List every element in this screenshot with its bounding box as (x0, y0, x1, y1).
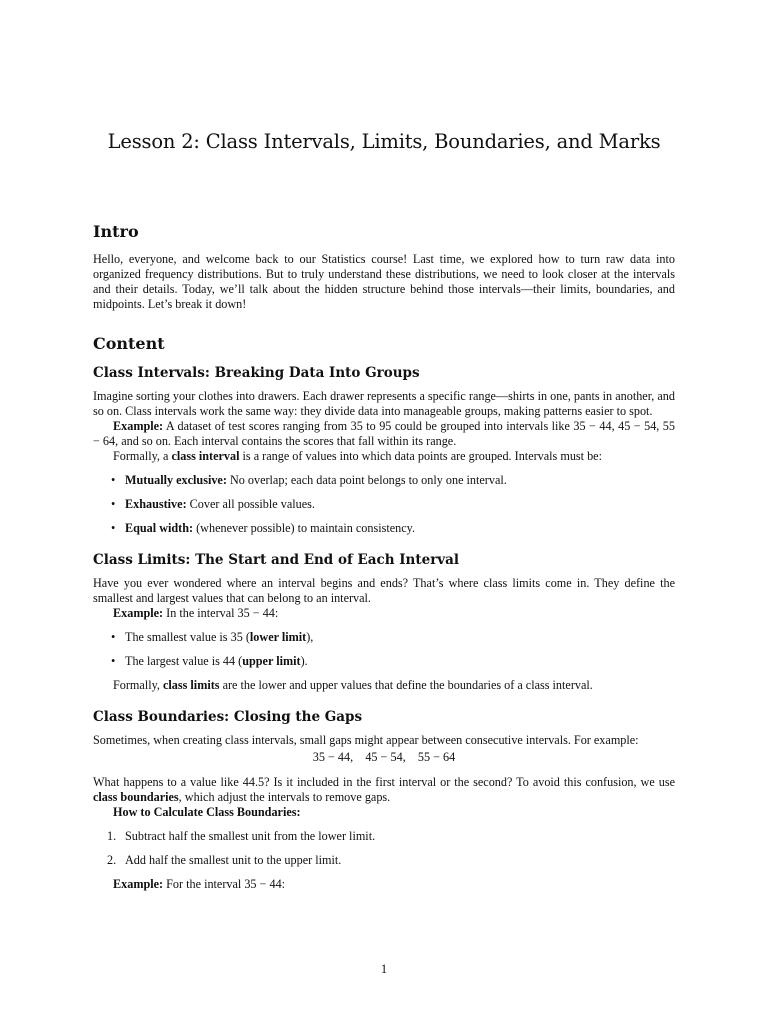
class-boundaries-paragraph: Sometimes, when creating class intervals, small gaps might appear between consecutive intervals. For example: (93, 733, 639, 747)
class-limits-definition (93, 678, 675, 693)
example-label: Example: (113, 877, 164, 891)
list-item (93, 473, 675, 488)
subsection-heading-class-limits: Class Limits: The Start and End of Each Interval (93, 552, 460, 568)
class-boundaries-example (93, 877, 675, 892)
definition-term: class boundaries (93, 790, 179, 804)
list-item-term: Exhaustive: (125, 497, 187, 511)
section-heading-intro: Intro (93, 222, 139, 241)
interval-properties-list (93, 473, 675, 536)
list-item (93, 630, 675, 645)
class-intervals-paragraph: Imagine sorting your clothes into drawers. Each drawer represents a specific range—shirts in one, pants in another, and so on. Class intervals work the same way: they divide data into manageable groups, making patterns easier to spot. (93, 389, 675, 418)
page-title: Lesson 2: Class Intervals, Limits, Boundaries, and Marks (107, 130, 661, 153)
list-item (93, 853, 675, 868)
class-limits-example (93, 606, 675, 621)
bullet-icon: • (111, 521, 116, 535)
paragraph-text: , which adjust the intervals to remove gaps. (178, 790, 391, 804)
class-limits-paragraph: Have you ever wondered where an interval begins and ends? That’s where class limits come in. They define the smallest and largest values that can belong to an interval. (93, 576, 675, 605)
paragraph-text: What happens to a value like 44.5? Is it included in the first interval or the second? To avoid this confusion, we use (93, 775, 675, 789)
bullet-icon: • (111, 654, 116, 668)
list-item (93, 654, 675, 669)
example-label: Example: (113, 606, 164, 620)
bullet-icon: • (111, 473, 116, 487)
class-limits-list (93, 630, 675, 669)
definition-prefix: Formally, a (113, 449, 172, 463)
example-text: In the interval 35 − 44: (163, 606, 279, 620)
document-body (93, 222, 675, 892)
bullet-icon: • (111, 497, 116, 511)
bullet-icon: • (111, 630, 116, 644)
display-equation: 35 − 44, 45 − 54, 55 − 64 (312, 750, 456, 764)
definition-suffix: is a range of values into which data points are grouped. Intervals must be: (239, 449, 602, 463)
definition-term: class limits (163, 678, 220, 692)
definition-prefix: Formally, (113, 678, 163, 692)
subsection-heading-class-boundaries: Class Boundaries: Closing the Gaps (93, 709, 363, 725)
how-to-heading: How to Calculate Class Boundaries: (113, 805, 301, 819)
list-item-text: The smallest value is 35 ( (125, 630, 250, 644)
boundary-steps-list (93, 829, 675, 868)
class-boundaries-question (93, 775, 675, 805)
list-item-text: ). (300, 654, 308, 668)
list-item-text: (whenever possible) to maintain consistency. (193, 521, 415, 535)
list-item-text: Cover all possible values. (186, 497, 315, 511)
page-number: 1 (380, 962, 388, 976)
example-text: For the interval 35 − 44: (163, 877, 286, 891)
intro-paragraph: Hello, everyone, and welcome back to our Statistics course! Last time, we explored how to turn raw data into organized frequency distributions. But to truly understand these distributions, we need to look closer at the intervals and their details. Today, we’ll talk about the hidden structure behind those intervals—their limits, boundaries, and midpoints. Let’s break it down! (93, 252, 675, 311)
list-item-text: No overlap; each data point belongs to only one interval. (226, 473, 507, 487)
example-label: Example: (113, 419, 164, 433)
class-interval-definition (93, 449, 675, 464)
subsection-heading-class-intervals: Class Intervals: Breaking Data Into Groups (93, 365, 420, 381)
list-item (93, 829, 675, 844)
list-number: 2. (107, 853, 117, 867)
example-text: A dataset of test scores ranging from 35 to 95 could be grouped into intervals like 35 − 44, 45 − 54, 55 − 64, and so on. Each interval contains the scores that fall within its range. (93, 419, 675, 448)
list-item-text: Add half the smallest unit to the upper limit. (125, 853, 342, 867)
definition-term: class interval (171, 449, 240, 463)
list-item-text: The largest value is 44 ( (125, 654, 243, 668)
section-heading-content: Content (93, 334, 165, 353)
definition-suffix: are the lower and upper values that define the boundaries of a class interval. (219, 678, 593, 692)
list-item (93, 497, 675, 512)
list-item-term: lower limit (249, 630, 307, 644)
list-item-term: Equal width: (125, 521, 194, 535)
class-intervals-example (93, 419, 675, 449)
list-number: 1. (107, 829, 117, 843)
list-item-term: upper limit (242, 654, 301, 668)
list-item-term: Mutually exclusive: (125, 473, 227, 487)
list-item-text: Subtract half the smallest unit from the lower limit. (125, 829, 376, 843)
list-item (93, 521, 675, 536)
list-item-text: ), (306, 630, 314, 644)
